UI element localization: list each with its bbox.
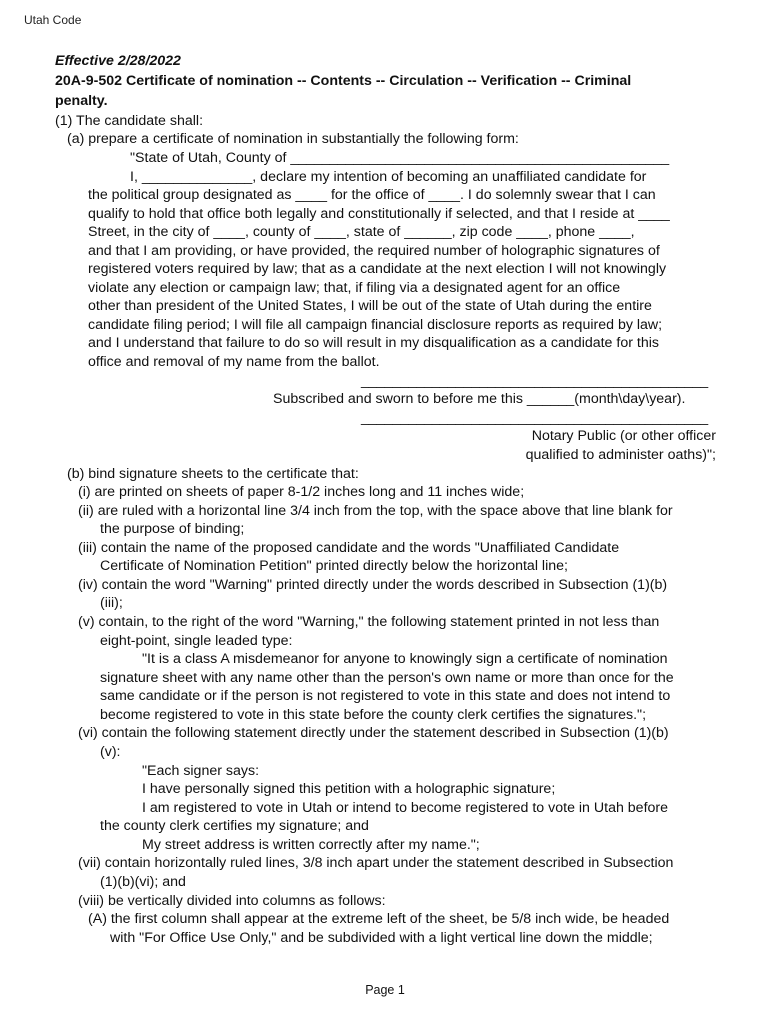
running-header: Utah Code	[24, 13, 82, 27]
page-number: Page 1	[365, 983, 405, 997]
form-line: and I understand that failure to do so will result in my disqualification as a candidate for this	[88, 335, 659, 351]
paragraph-line: the purpose of binding;	[100, 521, 245, 537]
form-line: violate any election or campaign law; that, if filing via a designated agent for an office	[88, 280, 621, 296]
quoted-statement-line: signature sheet with any name other than the person's own name or more than once for the	[100, 670, 674, 686]
paragraph-line: (viii) be vertically divided into columns as follows:	[78, 893, 386, 909]
subscribed-statement: Subscribed and sworn to before me this ______(month\day\year).	[273, 391, 686, 407]
form-line: other than president of the United States, I will be out of the state of Utah during the entire	[88, 298, 652, 314]
paragraph-line: (A) the first column shall appear at the extreme left of the sheet, be 5/8 inch wide, be headed	[88, 911, 670, 927]
paragraph-line: (vii) contain horizontally ruled lines, 3/8 inch apart under the statement described in Subsection	[78, 855, 674, 871]
quoted-statement-line: same candidate or if the person is not registered to vote in this state and does not intend to	[100, 688, 671, 704]
form-line: registered voters required by law; that as a candidate at the next election I will not knowingly	[88, 261, 667, 277]
section-title-line-2: penalty.	[55, 93, 108, 109]
paragraph-line: (iii);	[100, 595, 123, 611]
paragraph-line: (1)(b)(vi); and	[100, 874, 186, 890]
quoted-statement-line: I am registered to vote in Utah or intend to become registered to vote in Utah before	[142, 800, 669, 816]
paragraph-line: eight-point, single leaded type:	[100, 633, 293, 649]
paragraph-line: (1) The candidate shall:	[55, 113, 204, 129]
form-line: office and removal of my name from the ballot.	[88, 354, 380, 370]
signature-line: ____________________________________________	[361, 373, 709, 389]
quoted-statement-line: become registered to vote in this state before the county clerk certifies the signatures.";	[100, 707, 647, 723]
section-title-line-1: 20A-9-502 Certificate of nomination -- Contents -- Circulation -- Verification -- Criminal	[55, 73, 632, 89]
form-line: candidate filing period; I will file all campaign financial disclosure reports as required by law;	[88, 317, 663, 333]
paragraph-line: with "For Office Use Only," and be subdivided with a light vertical line down the middle;	[110, 930, 653, 946]
paragraph-line: (ii) are ruled with a horizontal line 3/4 inch from the top, with the space above that line blank for	[78, 503, 673, 519]
quoted-statement-line: "Each signer says:	[142, 763, 260, 779]
form-line: qualify to hold that office both legally and constitutionally if selected, and that I reside at ____	[88, 206, 670, 222]
quoted-statement-line: My street address is written correctly after my name.";	[142, 837, 480, 853]
effective-date: Effective 2/28/2022	[55, 53, 181, 69]
form-line: the political group designated as ____ for the office of ____. I do solemnly swear that I can	[88, 187, 656, 203]
paragraph-line: (v) contain, to the right of the word "Warning," the following statement printed in not less than	[78, 614, 660, 630]
notary-label: qualified to administer oaths)";	[525, 447, 716, 463]
form-line: Street, in the city of ____, county of ____, state of ______, zip code ____, phone ____,	[88, 224, 635, 240]
paragraph-line: (iii) contain the name of the proposed candidate and the words "Unaffiliated Candidate	[78, 540, 620, 556]
paragraph-line: (b) bind signature sheets to the certificate that:	[67, 466, 359, 482]
form-line: I, ______________, declare my intention of becoming an unaffiliated candidate for	[130, 169, 647, 185]
paragraph-line: (i) are printed on sheets of paper 8-1/2 inches long and 11 inches wide;	[78, 484, 525, 500]
form-line: "State of Utah, County of ________________________________________________	[130, 150, 670, 166]
quoted-statement-line: I have personally signed this petition with a holographic signature;	[142, 781, 556, 797]
paragraph-line: (iv) contain the word "Warning" printed directly under the words described in Subsection (1)(b)	[78, 577, 668, 593]
form-line: and that I am providing, or have provided, the required number of holographic signatures of	[88, 243, 660, 259]
paragraph-line: (vi) contain the following statement directly under the statement described in Subsection (1)(b)	[78, 725, 669, 741]
notary-label: Notary Public (or other officer	[531, 428, 716, 444]
paragraph-line: Certificate of Nomination Petition" printed directly below the horizontal line;	[100, 558, 568, 574]
paragraph-line: (a) prepare a certificate of nomination in substantially the following form:	[67, 131, 519, 147]
signature-line: ____________________________________________	[361, 410, 709, 426]
quoted-statement-line: the county clerk certifies my signature; and	[100, 818, 369, 834]
quoted-statement-line: "It is a class A misdemeanor for anyone to knowingly sign a certificate of nomination	[142, 651, 668, 667]
paragraph-line: (v):	[100, 744, 121, 760]
